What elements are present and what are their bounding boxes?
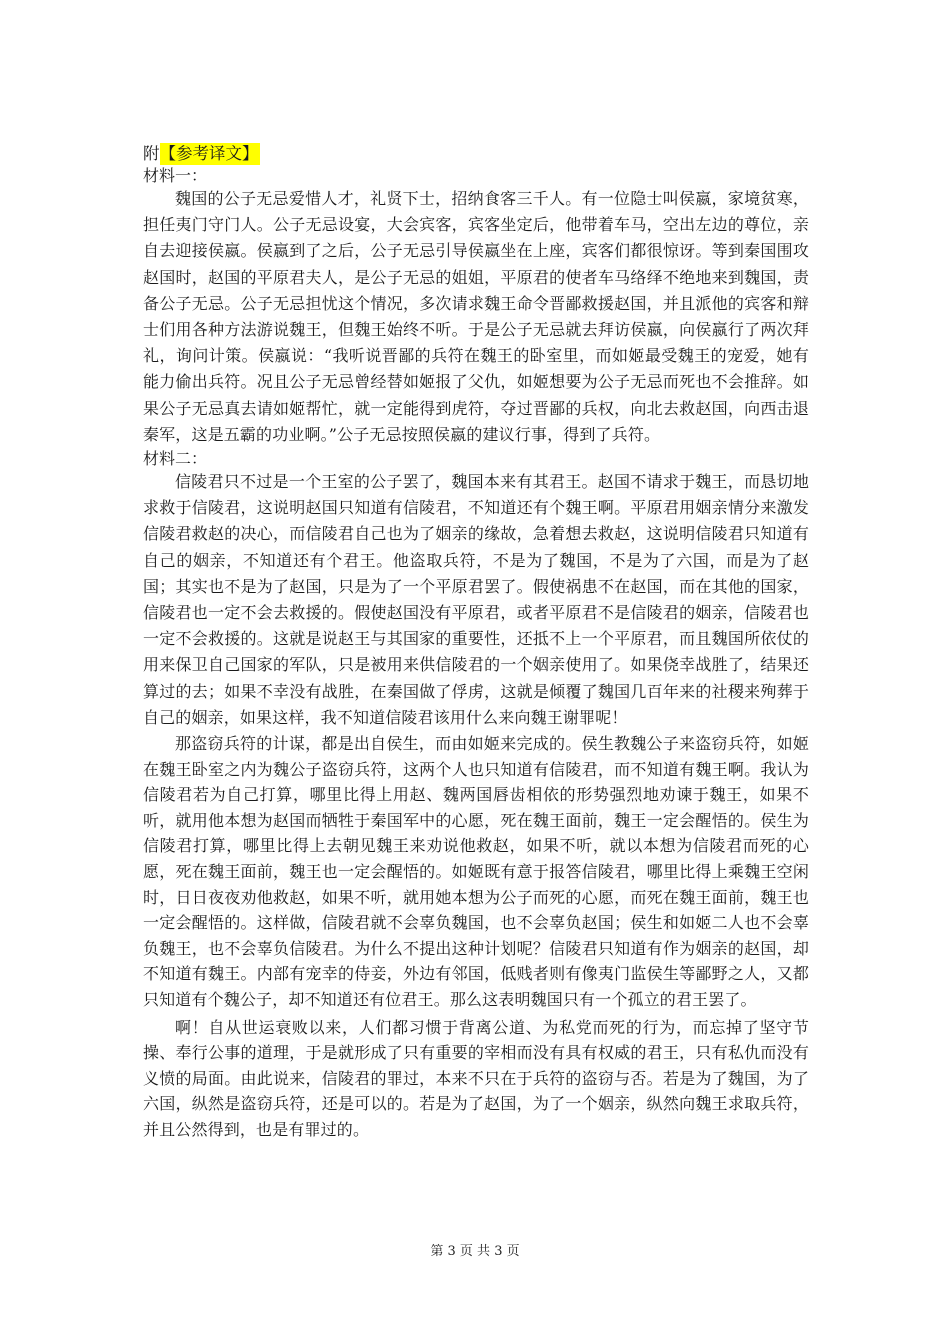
page-footer: 第 3 页 共 3 页 bbox=[430, 1244, 520, 1259]
material-2-paragraph-1: 信陵君只不过是一个王室的公子罢了，魏国本来有其君王。赵国不请求于魏王，而恳切地求救于信陵君，这说明赵国只知道有信陵君，不知道还有个魏王啊。平原君用姻亲情分来激发信陵君救赵的决心，而信陵君自己也为了姻亲的缘故，急着想去救赵，这说明信陵君只知道有自己的姻亲，不知道还有个君王。他盗取兵符，不是为了魏国，不是为了六国，而是为了赵国；其实也不是为了赵国，只是为了一个平原君罢了。假使祸患不在赵国，而在其他的国家，信陵君也一定不会去救援的。假使赵国没有平原君，或者平原君不是信陵君的姻亲，信陵君也一定不会救援的。这就是说赵王与其国家的重要性，还抵不上一个平原君，而且魏国所依仗的用来保卫自己国家的军队，只是被用来供信陵君的一个姻亲使用了。如果侥幸战胜了，结果还算过的去；如果不幸没有战胜，在秦国做了俘虏，这就是倾覆了魏国几百年来的社稷来殉葬于自己的姻亲，如果这样，我不知道信陵君该用什么来向魏王谢罪呢！ bbox=[143, 472, 809, 727]
material-1-paragraph: 魏国的公子无忌爱惜人才，礼贤下士，招纳食客三千人。有一位隐士叫侯嬴，家境贫寒，担任夷门守门人。公子无忌设宴，大会宾客，宾客坐定后，他带着车马，空出左边的尊位，亲自去迎接侯嬴。侯嬴到了之后，公子无忌引导侯嬴坐在上座，宾客们都很惊讶。等到秦国围攻赵国时，赵国的平原君夫人，是公子无忌的姐姐，平原君的使者车马络绎不绝地来到魏国，责备公子无忌。公子无忌担忧这个情况，多次请求魏王命令晋鄙救援赵国，并且派他的宾客和辩士们用各种方法游说魏王，但魏王始终不听。于是公子无忌就去拜访侯嬴，向侯嬴行了两次拜礼，询问计策。侯嬴说：“我听说晋鄙的兵符在魏王的卧室里，而如姬最受魏王的宠爱，她有能力偷出兵符。况且公子无忌曾经替如姬报了父仇，如姬想要为公子无忌而死也不会推辞。如果公子无忌真去请如姬帮忙，就一定能得到虎符，夺过晋鄙的兵权，向北去救赵国，向西击退秦军，这是五霸的功业啊。”公子无忌按照侯嬴的建议行事，得到了兵符。 bbox=[143, 189, 809, 444]
material-1-label: 材料一： bbox=[143, 166, 208, 185]
material-2-paragraph-3: 啊！自从世运衰败以来，人们都习惯于背离公道、为私党而死的行为，而忘掉了坚守节操、奉行公事的道理，于是就形成了只有重要的宰相而没有具有权威的君王，只有私仇而没有义愤的局面。由此说来，信陵君的罪过，本来不只在于兵符的盗窃与否。若是为了魏国，为了六国，纵然是盗窃兵符，还是可以的。若是为了赵国，为了一个姻亲，纵然向魏王求取兵符，并且公然得到，也是有罪过的。 bbox=[143, 1017, 809, 1139]
material-2-label: 材料二： bbox=[143, 449, 208, 469]
heading-prefix: 附 bbox=[143, 144, 160, 163]
reference-translation-heading bbox=[143, 143, 809, 165]
material-2-paragraph-2: 那盗窃兵符的计谋，都是出自侯生，而由如姬来完成的。侯生教魏公子来盗窃兵符，如姬在魏王卧室之内为魏公子盗窃兵符，这两个人也只知道有信陵君，而不知道有魏王啊。我认为信陵君若为自己打算，哪里比得上用赵、魏两国唇齿相依的形势强烈地劝谏于魏王，如果不听，就用他本想为赵国而牺牲于秦国军中的心愿，死在魏王面前，魏王一定会醒悟的。侯生为信陵君打算，哪里比得上去朝见魏王来劝说他救赵，如果不听，就以本想为信陵君而死的心愿，死在魏王面前，魏王也一定会醒悟的。如姬既有意于报答信陵君，哪里比得上乘魏王空闲时，日日夜夜劝他救赵，如果不听，就用她本想为公子而死的心愿，而死在魏王面前，魏王也一定会醒悟的。这样做，信陵君就不会辜负魏国，也不会辜负赵国；侯生和如姬二人也不会辜负魏王，也不会辜负信陵君。为什么不提出这种计划呢？信陵君只知道有作为姻亲的赵国，却不知道有魏王。内部有宠幸的侍妾，外边有邻国，低贱者则有像夷门监侯生等鄙野之人，又都只知道有个魏公子，却不知道还有位君王。那么这表明魏国只有一个孤立的君王罢了。 bbox=[143, 734, 809, 1009]
heading-highlight: 【参考译文】 bbox=[159, 144, 259, 163]
document-body bbox=[143, 143, 809, 1143]
